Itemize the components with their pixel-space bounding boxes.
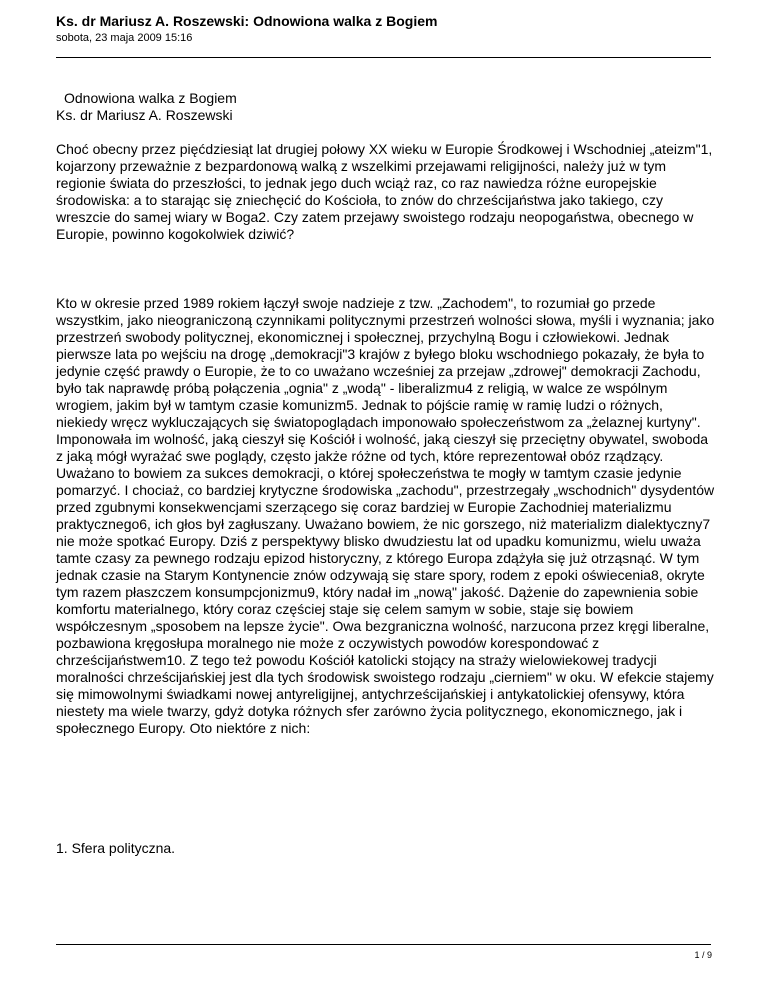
paragraph-spacer (56, 737, 716, 840)
header-title: Ks. dr Mariusz A. Roszewski: Odnowiona walka z Bogiem (56, 13, 438, 29)
page-header (56, 13, 716, 45)
article-author: Ks. dr Mariusz A. Roszewski (56, 107, 233, 123)
header-divider (56, 57, 711, 58)
article-paragraph: Choć obecny przez pięćdziesiąt lat drugiej połowy XX wieku w Europie Środkowej i Wschodniej „ateizm"1, kojarzony przeważnie z bezpardonową walką z wszelkimi przejawami religijności, należy już w tym regionie świata do przeszłości, to jednak jego duch wciąż raz, co raz nawiedza różne europejskie środowiska: a to starając się zniechęcić do Kościoła, to znów do chrześcijaństwa jako takiego, czy wreszcie do samej wiary w Boga2. Czy zatem przejawy swoistego rodzaju neopogaństwa, obecnego w Europie, powinno kogokolwiek dziwić? (56, 141, 713, 242)
section-heading: 1. Sfera polityczna. (56, 840, 176, 856)
article-paragraph: Kto w okresie przed 1989 rokiem łączył swoje nadzieje z tzw. „Zachodem", to rozumiał go przede wszystkim, jako nieograniczoną czynnikami politycznymi przestrzeń wolności słowa, myśli i wyznania; jako przestrzeń swobody politycznej, ekonomicznej i społecznej, przychylną Bogu i człowiekowi. Jednak pierwsze lata po wejściu na drogę „demokracji"3 krajów z byłego bloku wschodniego pokazały, że była to jedynie część prawdy o Europie, że to co uważano wcześniej za przejaw „zdrowej" demokracji Zachodu, było tak naprawdę próbą połączenia „ognia" z „wodą" - liberalizmu4 z religią, w walce ze wspólnym wrogiem, jakim był w tamtym czasie komunizm5. Jednak to pójście ramię w ramię ludzi o różnych, niekiedy wręcz wykluczających się światopoglądach imponowało społeczeństwom za „żelaznej kurtyny". Imponowała im wolność, jaką cieszył się Kościół i wolność, jaką cieszył się przeciętny obywatel, swoboda z jaką mógł wyrażać swe poglądy, często jakże różne od tych, które reprezentował obóz rządzący. Uważano to bowiem za sukces demokracji, o której społeczeństwa te mogły w tamtym czasie jedynie pomarzyć. I chociaż, co bardziej krytyczne środowiska „zachodu", przestrzegały „wschodnich" dysydentów przed zgubnymi konsekwencjami szerzącego się coraz bardziej w Europie Zachodniej materializmu praktycznego6, ich głos był zagłuszany. Uważano bowiem, że nic gorszego, niż materializm dialektyczny7 nie może spotkać Europy. Dziś z perspektywy blisko dwudziestu lat od upadku komunizmu, wielu uważa tamte czasy za pewnego rodzaju epizod historyczny, z którego Europa zdążyła się już otrząsnąć. W tym jednak czasie na Starym Kontynencie znów odzywają się stare spory, rodem z epoki oświecenia8, okryte tym razem płaszczem konsumpcjonizmu9, który nadał im „nową" jakość. Dążenie do zapewnienia sobie komfortu materialnego, który coraz częściej staje się celem samym w sobie, staje się bowiem współczesnym „sposobem na lepsze życie". Owa bezgraniczna wolność, narzucona przez kręgi liberalne, pozbawiona kręgosłupa moralnego nie może z oczywistych powodów korespondować z chrześcijaństwem10. Z tego też powodu Kościół katolicki stojący na straży wielowiekowej tradycji moralności chrześcijańskiej jest dla tych środowisk swoistego rodzaju „cierniem" w oku. W efekcie stajemy się mimowolnymi świadkami nowej antyreligijnej, antychrześcijańskiej i antykatolickiej ofensywy, która niestety ma wiele twarzy, gdyż dotyka różnych sfer zarówno życia politycznego, ekonomicznego, jak i społecznego Europy. Oto niektóre z nich: (56, 295, 715, 736)
footer-divider (56, 944, 711, 945)
page-number: 1 / 9 (694, 950, 712, 960)
article-body (56, 90, 716, 857)
article-title: Odnowiona walka z Bogiem (64, 90, 237, 106)
header-date: sobota, 23 maja 2009 15:16 (56, 32, 193, 44)
paragraph-spacer (56, 243, 716, 295)
